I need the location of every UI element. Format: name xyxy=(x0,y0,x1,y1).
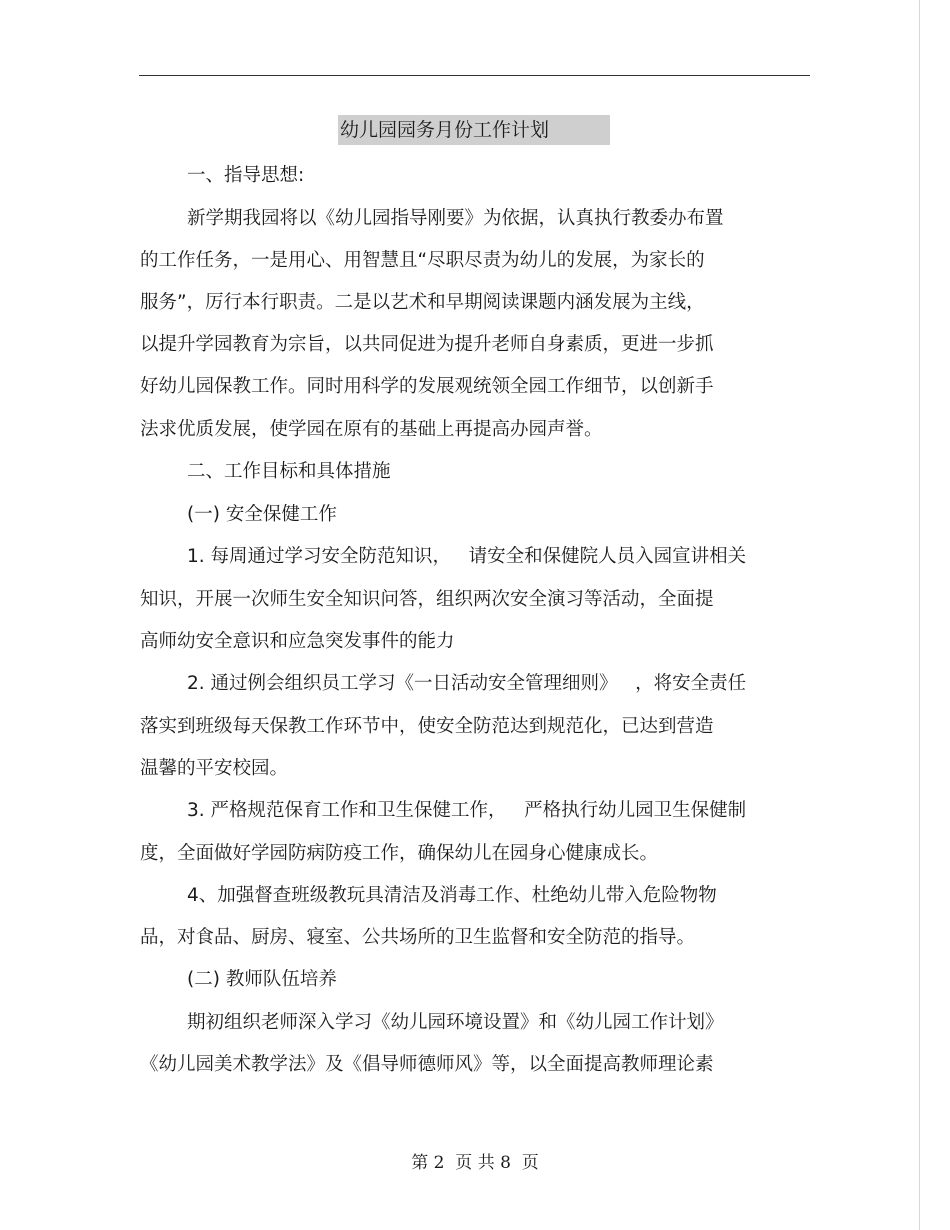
document-title: 幼儿园园务月份工作计划 xyxy=(338,115,610,145)
paragraph-line: 好幼儿园保教工作。同时用科学的发展观统领全园工作细节，以创新手 xyxy=(140,376,714,397)
list-item-line: 品，对食品、厨房、寝室、公共场所的卫生监督和安全防范的指导。 xyxy=(140,927,696,948)
section-heading-guiding-thought: 一、指导思想: xyxy=(187,165,305,186)
list-item-line: 度，全面做好学园防病防疫工作，确保幼儿在园身心健康成长。 xyxy=(140,843,659,864)
list-item-line: 4、加强督查班级教玩具清洁及消毒工作、杜绝幼儿带入危险物物 xyxy=(187,885,717,906)
list-item-line: 落实到班级每天保教工作环节中，使安全防范达到规范化，已达到营造 xyxy=(140,716,714,737)
page-number-footer xyxy=(0,1151,950,1175)
header-rule xyxy=(139,75,810,76)
list-item-line: 高师幼安全意识和应急突发事件的能力 xyxy=(140,631,455,652)
paragraph-line: 的工作任务，一是用心、用智慧且“尽职尽责为幼儿的发展，为家长的 xyxy=(140,250,705,271)
paragraph-line: 《幼儿园美术教学法》及《倡导师德师风》等，以全面提高教师理论素 xyxy=(140,1054,714,1075)
paragraph-line: 期初组织老师深入学习《幼儿园环境设置》和《幼儿园工作计划》 xyxy=(187,1012,724,1033)
list-item-line: 3. 严格规范保育工作和卫生保健工作， 严格执行幼儿园卫生保健制 xyxy=(187,800,747,821)
section-heading-goals: 二、工作目标和具体措施 xyxy=(187,461,391,482)
list-item-line: 2. 通过例会组织员工学习《一日活动安全管理细则》 ，将安全责任 xyxy=(187,673,747,694)
page-edge-divider xyxy=(919,0,920,1230)
page-number-label: 第 2 页 共 8 页 xyxy=(411,1153,539,1173)
paragraph-line: 服务”，厉行本行职责。二是以艺术和早期阅读课题内涵发展为主线， xyxy=(140,292,705,313)
paragraph-line: 法求优质发展，使学园在原有的基础上再提高办园声誉。 xyxy=(140,419,603,440)
subsection-heading-teachers: (二) 教师队伍培养 xyxy=(187,969,337,990)
paragraph-line: 新学期我园将以《幼儿园指导刚要》为依据，认真执行教委办布置 xyxy=(187,208,724,229)
paragraph-line: 以提升学园教育为宗旨，以共同促进为提升老师自身素质，更进一步抓 xyxy=(140,334,714,355)
subsection-heading-safety: (一) 安全保健工作 xyxy=(187,504,337,525)
list-item-line: 1. 每周通过学习安全防范知识， 请安全和保健院人员入园宣讲相关 xyxy=(187,546,747,567)
list-item-line: 知识，开展一次师生安全知识问答，组织两次安全演习等活动，全面提 xyxy=(140,589,714,610)
list-item-line: 温馨的平安校园。 xyxy=(140,758,289,779)
